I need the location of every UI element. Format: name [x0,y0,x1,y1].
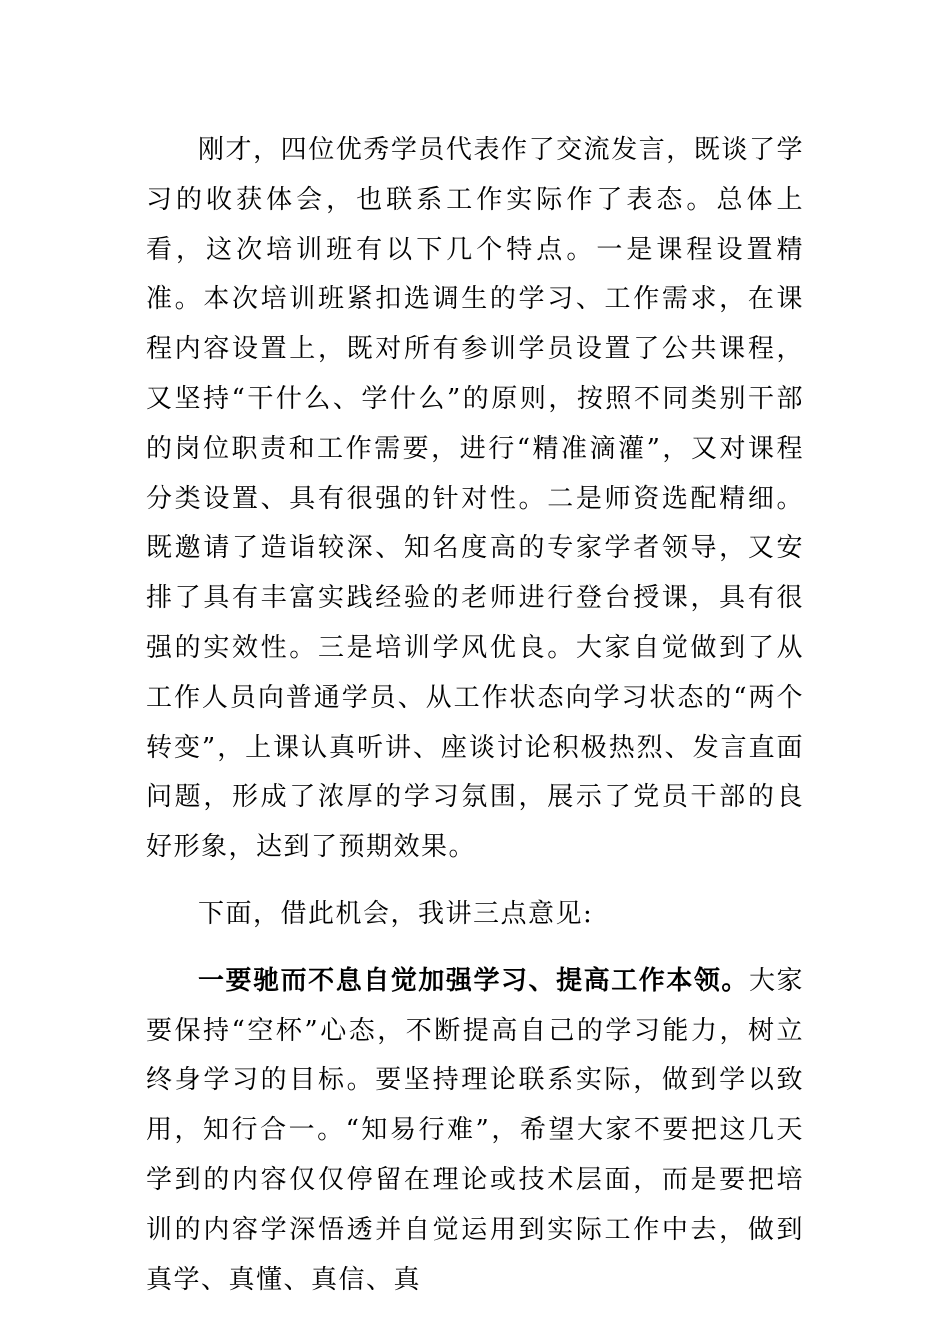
paragraph-training-features [146,126,804,873]
paragraph-text: 大家要保持“空杯”心态，不断提高自己的学习能力，树立终身学习的目标。要坚持理论联系实际，做到学以致用，知行合一。“知易行难”，希望大家不要把这几天学到的内容仅仅停留在理论或技术层面，而是要把培训的内容学深悟透并自觉运用到实际工作中去，做到真学、真懂、真信、真 [146,965,804,1295]
paragraph-three-opinions [146,890,804,940]
paragraph-first-opinion [146,957,804,1306]
document-page [146,126,804,1305]
paragraph-heading: 一要驰而不息自觉加强学习、提高工作本领。 [198,965,749,996]
paragraph-text: 刚才，四位优秀学员代表作了交流发言，既谈了学习的收获体会，也联系工作实际作了表态。总体上看，这次培训班有以下几个特点。一是课程设置精准。本次培训班紧扣选调生的学习、工作需求，在课程内容设置上，既对所有参训学员设置了公共课程，又坚持“干什么、学什么”的原则，按照不同类别干部的岗位职责和工作需要，进行“精准滴灌”，又对课程分类设置、具有很强的针对性。二是师资选配精细。既邀请了造诣较深、知名度高的专家学者领导，又安排了具有丰富实践经验的老师进行登台授课，具有很强的实效性。三是培训学风优良。大家自觉做到了从工作人员向普通学员、从工作状态向学习状态的“两个转变”，上课认真听讲、座谈讨论积极热烈、发言直面问题，形成了浓厚的学习氛围，展示了党员干部的良好形象，达到了预期效果。 [146,135,804,863]
paragraph-text: 下面，借此机会，我讲三点意见: [198,898,594,929]
